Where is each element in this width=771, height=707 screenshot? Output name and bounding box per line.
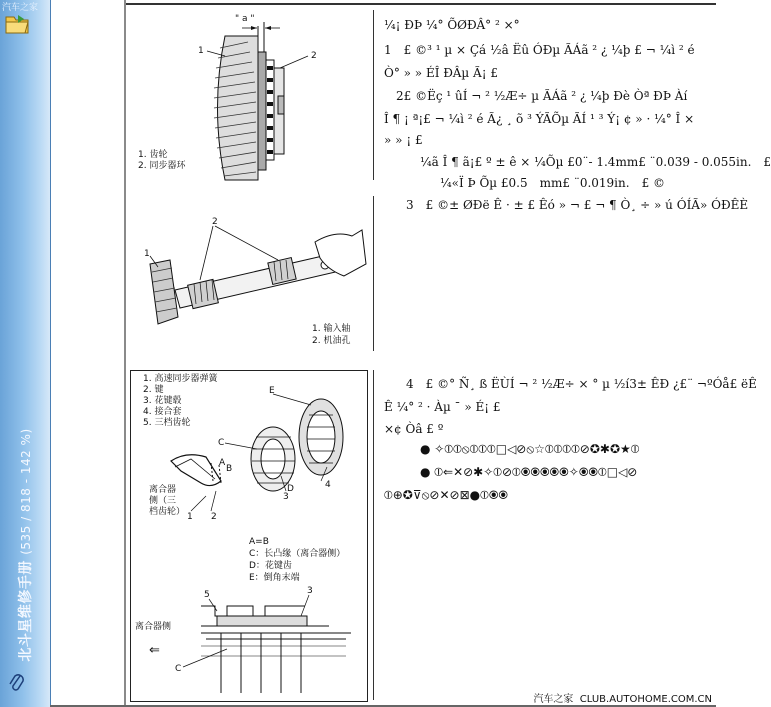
callout-B: B	[226, 464, 233, 474]
footer-url: CLUB.AUTOHOME.COM.CN	[579, 694, 712, 705]
text-line-11: Ê ¼° ² · Àµ ¯ » É¡ £	[384, 400, 501, 414]
dimension-a-label: " a "	[235, 14, 255, 24]
figure2-caption-1: 1. 输入轴	[312, 324, 351, 334]
divider-1	[373, 10, 374, 180]
footer-watermark	[533, 690, 712, 705]
sidebar	[0, 0, 51, 707]
callout-2: 2	[211, 512, 217, 522]
text-line-6: » » ¡ £	[384, 133, 423, 147]
synchronizer-diagram	[131, 371, 367, 701]
folder-icon[interactable]	[4, 12, 30, 36]
text-line-1: ¼¡ ÐÞ ¼° ÕØÐÂ° ² ×°	[384, 18, 520, 32]
top-line	[126, 3, 716, 5]
figure-synchronizer-assembly	[130, 370, 368, 702]
text-line-8: ¼«Ï Þ Õµ £0.5 mm£ ¨0.019in. £ ©	[440, 176, 666, 190]
callout-2: 2	[311, 51, 317, 61]
text-line-7: ¼ã Î ¶ ã¡£ º ± ê × ¼Õµ £0¨- 1.4mm£ ¨0.039 - 0.055in. £	[420, 155, 771, 169]
divider-3	[373, 370, 374, 700]
text-line-4: 2£ ©Ëç ¹ ûÍ ¬ ² ½Æ÷ µ ÃÁã ² ¿ ¼þ Ðè Òª ÐÞ Àí	[396, 89, 688, 103]
legend-line-2: C：长凸缘（离合器侧）	[249, 549, 346, 559]
arrow-left-icon: ⇐	[149, 643, 160, 658]
text-line-13: ⦶⊕✪⊽⦸⊘✕⊘⊠●⦶⦿⦿	[384, 488, 509, 502]
text-line-5: Î ¶ ¡ ª¡£ ¬ ¼ì ² é Ã¿ ¸ õ ³ ÝÃÕµ ÃÍ ¹ ³ Ý¡ ¢ » · ¼° Î ×	[384, 112, 695, 126]
legend-line-1: A=B	[249, 537, 269, 547]
bottom-callout-3: 3	[307, 586, 313, 596]
clutch-side-label-2: 侧（三	[149, 496, 177, 506]
divider-2	[373, 196, 374, 351]
text-line-12: ×¢ Òâ £ º	[384, 422, 444, 436]
bullet-line-1: ● ✧⦶⦶⦸⦶⦶⦶□◁⊘⦸☆⦶⦶⦶⦶⊘✪✱✪★⦶	[420, 442, 640, 456]
callout-1: 1	[144, 249, 150, 259]
bullet-text-1: ✧⦶⦶⦸⦶⦶⦶□◁⊘⦸☆⦶⦶⦶⦶⊘✪✱✪★⦶	[434, 442, 640, 456]
callout-4: 4	[325, 480, 331, 490]
figure3-caption-4: 4. 接合套	[143, 407, 182, 417]
callout-A: A	[219, 458, 226, 468]
callout-E: E	[269, 386, 275, 396]
figure3-caption-5: 5. 三档齿轮	[143, 418, 191, 428]
callout-1: 1	[187, 512, 193, 522]
sidebar-title-main: 北斗星维修手册	[18, 560, 34, 662]
callout-3: 3	[283, 492, 289, 502]
callout-D: D	[287, 484, 294, 494]
figure-gear-synchronizer	[130, 8, 370, 183]
figure3-caption-1: 1. 高速同步器弹簧	[143, 374, 218, 384]
text-line-9: 3 £ ©± ØÐë Ê · ± £ Êó » ¬ £ ¬ ¶ Ò¸ ÷ » ú ÓÍÃ» ÓÐÊÈ	[406, 198, 749, 212]
callout-2: 2	[212, 217, 218, 227]
figure2-caption-2: 2. 机油孔	[312, 336, 351, 346]
watermark-top: 汽车之家	[2, 3, 39, 13]
footer-brand: 汽车之家	[533, 694, 574, 705]
page-edge	[124, 0, 126, 707]
bullet-line-2: ● ⦶⇐✕⊘✱✧⦶⊘⦶⦿⦿⦿⦿⦿✧⦿⦿⦶□◁⊘	[420, 465, 638, 479]
bullet-text-2: ⦶⇐✕⊘✱✧⦶⊘⦶⦿⦿⦿⦿⦿✧⦿⦿⦶□◁⊘	[434, 465, 638, 479]
callout-C: C	[218, 438, 225, 448]
callout-1: 1	[198, 46, 204, 56]
figure1-caption-1: 1. 齿轮	[138, 150, 168, 160]
legend-line-3: D：花键齿	[249, 561, 292, 571]
figure3-caption-2: 2. 键	[143, 385, 164, 395]
legend-line-4: E：倒角末端	[249, 573, 300, 583]
bottom-callout-5: 5	[204, 590, 210, 600]
text-line-3: Ò° » » ÉÎ ÐÂµ Ã¡ £	[384, 66, 498, 80]
figure1-caption-2: 2. 同步器环	[138, 161, 186, 171]
clutch-side-label-3: 档齿轮）	[149, 507, 186, 517]
paperclip-icon[interactable]	[8, 672, 26, 694]
clutch-side-label-1: 离合器	[149, 485, 177, 495]
text-line-10: 4 £ ©° Ñ¸ ß ËÙÍ ¬ ² ½Æ÷ × ° µ ½í3± ÊÐ ¿£¨ ¬ºÓå£ ëÊ	[406, 377, 757, 391]
sidebar-title	[2, 430, 48, 660]
bottom-callout-C: C	[175, 664, 182, 674]
sidebar-title-sub: (535 / 818 - 142 %)	[19, 428, 33, 555]
figure-input-shaft	[130, 212, 370, 352]
clutch-side-bottom-label: 离合器侧	[135, 622, 172, 632]
figure3-caption-3: 3. 花键毂	[143, 396, 182, 406]
text-line-2: 1 £ ©³ ¹ µ × Çá ½â Ëû ÓÐµ ÃÁã ² ¿ ¼þ £ ¬ ¼ì ² é	[384, 43, 695, 57]
